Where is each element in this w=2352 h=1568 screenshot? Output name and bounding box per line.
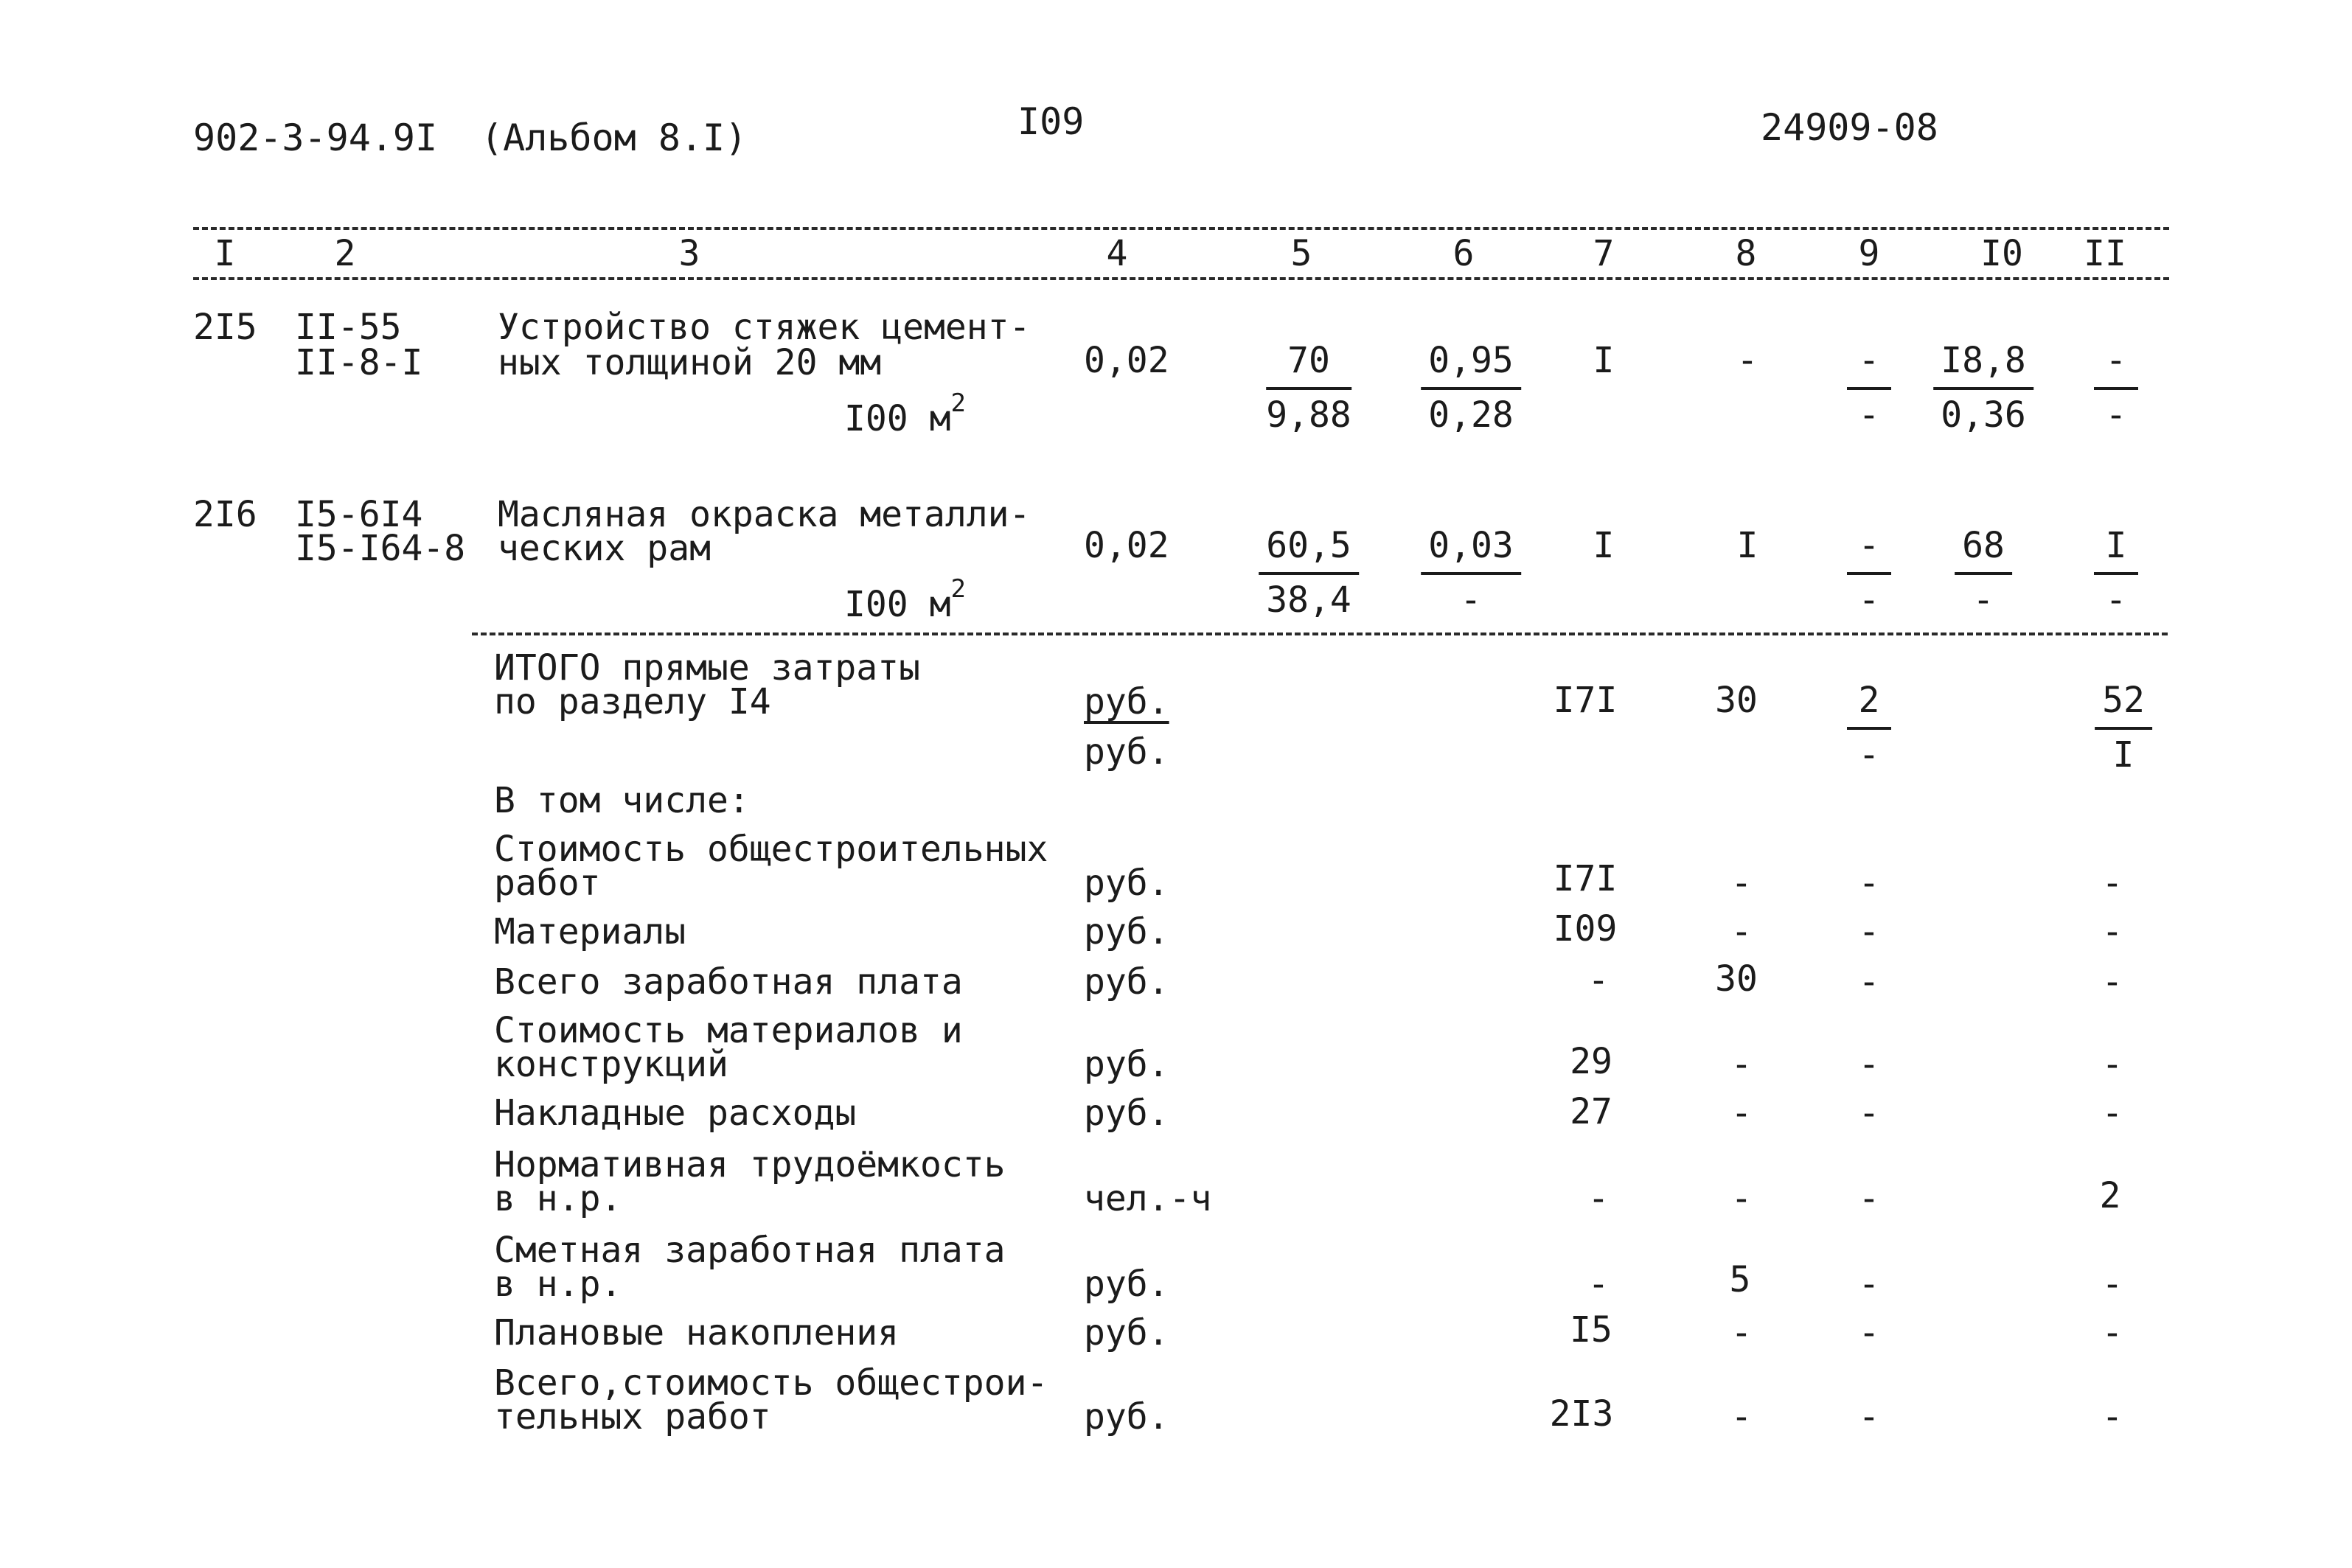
breakdown-label: Всего заработная плата	[494, 961, 963, 1003]
breakdown-col9: -	[1858, 961, 1880, 1003]
total-separator-rule	[472, 633, 2168, 635]
work-description: ческих рам	[498, 528, 711, 569]
value-col7: I	[1593, 525, 1615, 566]
breakdown-unit: руб.	[1084, 1264, 1169, 1305]
value-col8: I	[1736, 525, 1758, 566]
breakdown-col9: -	[1858, 863, 1880, 904]
breakdown-col7: -	[1587, 1178, 1610, 1219]
breakdown-unit: руб.	[1084, 961, 1169, 1003]
breakdown-col11: -	[2101, 961, 2123, 1003]
breakdown-col9: -	[1858, 1178, 1880, 1219]
breakdown-col9: -	[1858, 911, 1880, 952]
breakdown-unit: руб.	[1084, 1093, 1169, 1134]
quantity-value: 0,02	[1084, 340, 1169, 381]
breakdown-label: Стоимость материалов и	[494, 1010, 963, 1051]
column-header: 6	[1452, 233, 1475, 274]
breakdown-unit: руб.	[1084, 863, 1169, 904]
breakdown-label: Нормативная трудоёмкость	[494, 1144, 1006, 1185]
column-header: 5	[1290, 233, 1312, 274]
column-header: 7	[1593, 233, 1615, 274]
column-header: 3	[678, 233, 700, 274]
work-description: Устройство стяжек цемент-	[498, 307, 1031, 348]
breakdown-col8: -	[1730, 1178, 1753, 1219]
value-col8: -	[1736, 340, 1758, 381]
breakdown-unit: руб.	[1084, 1044, 1169, 1085]
breakdown-unit: чел.-ч	[1084, 1178, 1212, 1219]
column-header: I	[214, 233, 236, 274]
breakdown-col8: 5	[1729, 1259, 1751, 1300]
breakdown-col7: -	[1587, 960, 1610, 1001]
breakdown-col8: -	[1730, 1044, 1753, 1085]
cost-fraction-col5: $\frac{70}{9,88}$	[1266, 340, 1351, 436]
breakdown-col11: -	[2101, 1093, 2123, 1134]
breakdown-label: работ	[494, 863, 601, 904]
breakdown-col11: -	[2101, 1312, 2123, 1353]
total-col7: I7I	[1553, 680, 1618, 721]
rate-code: I5-I64-8	[295, 528, 466, 569]
breakdown-col7: 27	[1570, 1091, 1612, 1132]
item-number: 2I5	[193, 307, 257, 348]
breakdown-col9: -	[1858, 1044, 1880, 1085]
rate-code: II-55	[295, 307, 402, 348]
work-description: ных толщиной 20 мм	[498, 342, 882, 383]
breakdown-col8: -	[1730, 1312, 1753, 1353]
fraction-col11: - -	[2094, 343, 2138, 433]
column-header: 4	[1106, 233, 1128, 274]
breakdown-col9: -	[1858, 1264, 1880, 1305]
page-number: I09	[1017, 100, 1085, 143]
total-unit: руб.	[1084, 731, 1169, 773]
breakdown-label: Материалы	[494, 911, 686, 952]
total-label: ИТОГО прямые затраты	[494, 647, 920, 689]
rate-code: II-8-I	[295, 342, 423, 383]
cost-fraction-col5: $\frac{60,5}{38,4}$	[1259, 528, 1359, 618]
breakdown-col7: I7I	[1553, 858, 1618, 899]
document-code: 902-3-94.9I	[193, 116, 438, 159]
breakdown-col11: -	[2101, 1044, 2123, 1085]
item-number: 2I6	[193, 494, 257, 535]
fraction-col9: - -	[1847, 528, 1891, 618]
breakdown-col8: 30	[1715, 958, 1758, 1000]
work-description: Масляная окраска металли-	[498, 494, 1031, 535]
header-top-rule	[193, 227, 2169, 230]
breakdown-unit: руб.	[1084, 911, 1169, 952]
breakdown-label: Накладные расходы	[494, 1093, 857, 1134]
breakdown-label: Всего,стоимость общестрои-	[494, 1362, 1048, 1404]
fraction-col10: 68 -	[1955, 528, 2012, 618]
breakdown-label: Плановые накопления	[494, 1312, 900, 1353]
rate-code: I5-6I4	[295, 494, 423, 535]
breakdown-col11: 2	[2099, 1175, 2121, 1216]
breakdown-col9: -	[1858, 1396, 1880, 1438]
fraction-col9: - -	[1847, 343, 1891, 433]
breakdown-label: конструкций	[494, 1044, 728, 1085]
breakdown-label: Сметная заработная плата	[494, 1230, 1006, 1271]
quantity-value: 0,02	[1084, 525, 1169, 566]
breakdown-col11: -	[2101, 1396, 2123, 1438]
breakdown-label: в н.р.	[494, 1178, 622, 1219]
total-col8: 30	[1715, 680, 1758, 721]
total-label: по разделу I4	[494, 681, 771, 722]
total-fraction-col9: 2 -	[1847, 683, 1891, 773]
column-header: 8	[1735, 233, 1757, 274]
total-fraction-col11: $\frac{52}{I}$	[2095, 683, 2152, 773]
column-header: I0	[1980, 233, 2023, 274]
column-header: 9	[1858, 233, 1880, 274]
measure-unit: I00 $м^2$	[844, 388, 966, 439]
breakdown-col8: -	[1730, 1093, 1753, 1134]
breakdown-col7: 2I3	[1549, 1393, 1614, 1435]
inventory-number: 24909-08	[1761, 106, 1938, 149]
column-header: 2	[334, 233, 356, 274]
breakdown-col11: -	[2101, 863, 2123, 904]
cost-fraction-col6: 0,03 -	[1421, 528, 1521, 618]
breakdown-col7: I09	[1553, 908, 1618, 949]
breakdown-label: тельных работ	[494, 1396, 771, 1438]
breakdown-col9: -	[1858, 1093, 1880, 1134]
fraction-col10: $\frac{I8,8}{0,36}$	[1933, 343, 2033, 433]
value-col7: I	[1593, 340, 1615, 381]
breakdown-col8: -	[1730, 863, 1753, 904]
breakdown-col8: -	[1730, 911, 1753, 952]
breakdown-col11: -	[2101, 1264, 2123, 1305]
breakdown-unit: руб.	[1084, 1312, 1169, 1353]
breakdown-col7: I5	[1570, 1309, 1612, 1351]
breakdown-col9: -	[1858, 1312, 1880, 1353]
album-label: (Альбом 8.I)	[481, 116, 748, 159]
breakdown-col8: -	[1730, 1396, 1753, 1438]
breakdown-label: в н.р.	[494, 1264, 622, 1305]
column-header: II	[2084, 233, 2126, 274]
cost-fraction-col6: $\frac{0,95}{0,28}$	[1421, 343, 1521, 433]
breakdown-unit: руб.	[1084, 1396, 1169, 1438]
header-bottom-rule	[193, 277, 2169, 280]
including-label: В том числе:	[494, 780, 750, 821]
fraction-col11: I -	[2094, 528, 2138, 618]
breakdown-col11: -	[2101, 911, 2123, 952]
breakdown-col7: -	[1587, 1264, 1610, 1305]
measure-unit: I00 $м^2$	[844, 574, 966, 625]
breakdown-label: Стоимость общестроительных	[494, 829, 1048, 870]
breakdown-col7: 29	[1570, 1041, 1612, 1082]
total-unit: руб.	[1084, 681, 1169, 722]
